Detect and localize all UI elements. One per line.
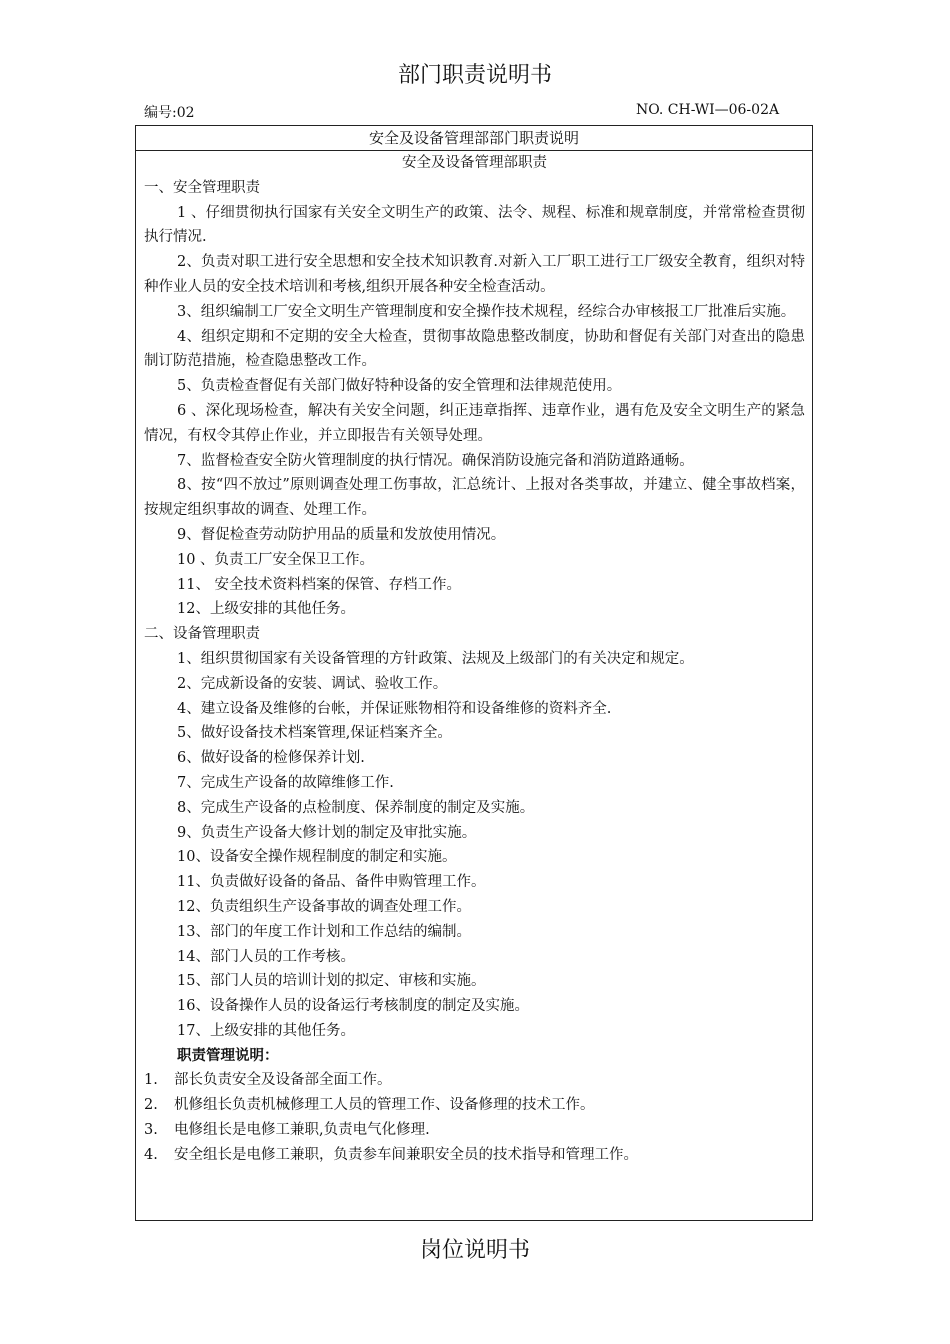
table-subtitle: 安全及设备管理部职责 — [402, 155, 547, 171]
table-title: 安全及设备管理部部门职责说明 — [136, 126, 812, 151]
note-item — [144, 1093, 805, 1118]
equipment-item: 12、负责组织生产设备事故的调查处理工作。 — [177, 898, 471, 915]
table-body — [136, 151, 812, 1168]
equipment-item: 11、负责做好设备的备品、备件申购管理工作。 — [177, 874, 486, 891]
safety-item: 2、负责对职工进行安全思想和安全技术知识教育.对新入工厂职工进行工厂级安全教育，组织对特种作业人员的安全技术培训和考核,组织开展各种安全检查活动。 — [144, 254, 805, 295]
section-title-safety: 一、安全管理职责 — [144, 179, 260, 196]
equipment-item: 16、设备操作人员的设备运行考核制度的制定及实施。 — [177, 998, 529, 1015]
equipment-item: 10、设备安全操作规程制度的制定和实施。 — [177, 849, 457, 866]
section-title-equipment: 二、设备管理职责 — [144, 626, 260, 643]
safety-item: 5、负责检查督促有关部门做好特种设备的安全管理和法律规范使用。 — [177, 378, 622, 395]
equipment-item: 1、组织贯彻国家有关设备管理的方针政策、法规及上级部门的有关决定和规定。 — [177, 650, 694, 667]
equipment-item: 4、建立设备及维修的台帐，并保证账物相符和设备维修的资料齐全. — [177, 700, 612, 717]
page-heading: 部门职责说明书 — [397, 63, 552, 88]
safety-item: 9、督促检查劳动防护用品的质量和发放使用情况。 — [177, 526, 506, 543]
equipment-item: 13、部门的年度工作计划和工作总结的编制。 — [177, 923, 471, 940]
safety-item: 1 、仔细贯彻执行国家有关安全文明生产的政策、法令、规程、标准和规章制度，并常常检查贯彻执行情况. — [144, 204, 805, 246]
safety-item: 6 、深化现场检查，解决有关安全问题，纠正违章指挥、违章作业，遇有危及安全文明生产的紧急情况，有权令其停止作业，并立即报告有关领导处理。 — [144, 402, 805, 444]
footer-heading: 岗位说明书 — [419, 1238, 530, 1263]
note-item — [144, 1068, 805, 1093]
note-number: 2. — [144, 1097, 158, 1114]
notes-title: 职责管理说明： — [177, 1046, 279, 1064]
equipment-item: 5、做好设备技术档案管理,保证档案齐全。 — [177, 725, 452, 742]
safety-item: 10 、负责工厂安全保卫工作。 — [177, 551, 375, 568]
safety-item: 3、组织编制工厂安全文明生产管理制度和安全操作技术规程，经综合办审核报工厂批准后实施。 — [177, 303, 796, 320]
document-code: NO. CH-WI—06-02A — [636, 102, 780, 118]
safety-item: 4、组织定期和不定期的安全大检查，贯彻事故隐患整改制度，协助和督促有关部门对查出的隐患制订防范措施，检查隐患整改工作。 — [144, 328, 805, 370]
note-item — [144, 1143, 805, 1168]
equipment-item: 2、完成新设备的安装、调试、验收工作。 — [177, 675, 448, 692]
equipment-item: 7、完成生产设备的故障维修工作. — [177, 774, 394, 791]
equipment-item: 14、部门人员的工作考核。 — [177, 948, 355, 965]
safety-item: 11、 安全技术资料档案的保管、存档工作。 — [177, 576, 462, 593]
equipment-item: 17、上级安排的其他任务。 — [177, 1022, 355, 1039]
equipment-item: 8、完成生产设备的点检制度、保养制度的制定及实施。 — [177, 799, 535, 816]
equipment-item: 9、负责生产设备大修计划的制定及审批实施。 — [177, 824, 477, 841]
note-text: 部长负责安全及设备部全面工作。 — [174, 1072, 392, 1089]
note-item — [144, 1118, 805, 1143]
note-number: 3. — [144, 1122, 158, 1139]
note-text: 机修组长负责机械修理工人员的管理工作、设备修理的技术工作。 — [174, 1097, 595, 1114]
note-text: 电修组长是电修工兼职,负责电气化修理. — [174, 1122, 430, 1139]
safety-item: 8、按“四不放过”原则调查处理工伤事故，汇总统计、上报对各类事故，并建立、健全事故档案，按规定组织事故的调查、处理工作。 — [144, 477, 805, 519]
safety-item: 7、监督检查安全防火管理制度的执行情况。确保消防设施完备和消防道路通畅。 — [177, 452, 694, 469]
safety-item: 12、上级安排的其他任务。 — [177, 601, 355, 618]
equipment-item: 15、部门人员的培训计划的拟定、审核和实施。 — [177, 973, 486, 990]
equipment-item: 6、做好设备的检修保养计划. — [177, 750, 365, 767]
responsibility-table — [135, 125, 813, 1221]
document-number: 编号:02 — [144, 105, 195, 121]
note-number: 1. — [144, 1072, 158, 1089]
note-number: 4. — [144, 1146, 158, 1163]
note-text: 安全组长是电修工兼职，负责参车间兼职安全员的技术指导和管理工作。 — [174, 1146, 638, 1163]
